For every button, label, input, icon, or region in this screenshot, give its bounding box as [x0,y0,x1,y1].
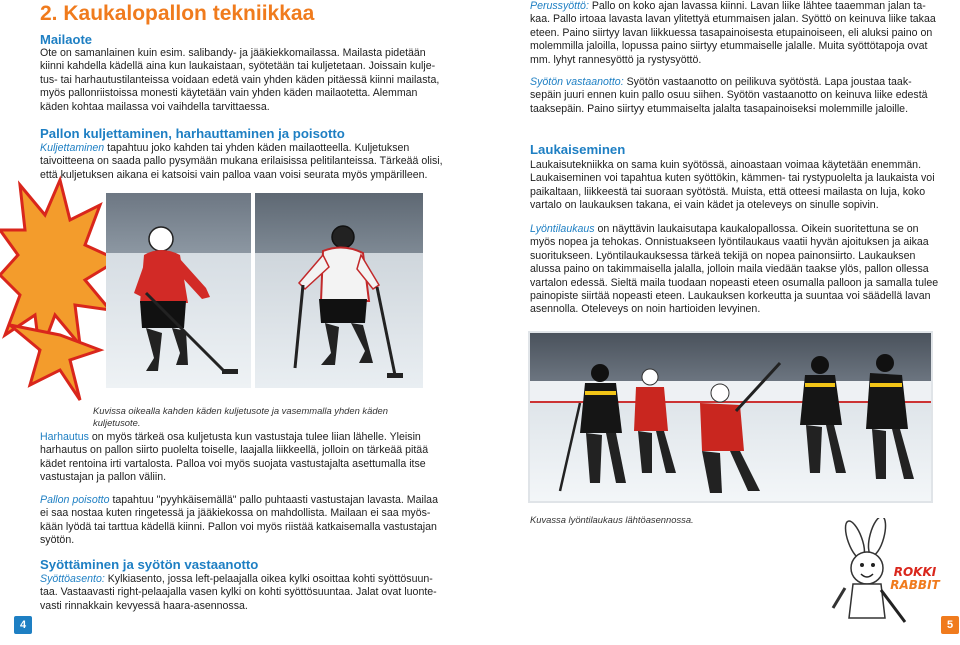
text-line: taivoitteena on saada pallo pysymään mukana erilaisissa pelitilanteissa. Tärkeää olisi, [40,155,443,168]
mascot-logo-text [885,566,945,592]
text-rest: Pallo on koko ajan lavassa kiinni. Lavan liike lähtee taaemman jalan ta- [588,0,926,12]
text-line [40,573,460,586]
burst-graphic [0,175,120,405]
text-line: kiinni kahdella kädellä aina kun laukaistaan, syötetään tai kuljetetaan. Joissain kulje- [40,60,436,73]
text-line: harhautus on pallon siirto puolelta toiselle, laajalla liikkeellä, jolloin on tärkeää pitää [40,444,429,457]
text-line [40,142,460,155]
text-line: Laukaisutekniikka on sama kuin syötössä, ainoastaan voimaa käytetään enemmän. [530,159,922,171]
text-line: vasti rinnakkain kevyessä haara-asennossa. [40,599,248,612]
text-line: sepäin juuri ennen kuin pallo osuu siihen. Syötön vastaanotto on keinuva liike edestä [530,89,928,102]
term-poisotto: Pallon poisotto [40,494,110,506]
text-line: vartalo on laukauksen takana, ei vain kädet ja oteleveys on sinulle sopivin. [530,199,879,212]
text-line: vastustajan ja pallon väliin. [40,471,167,484]
text-line: taaksepäin. Paino siirtyy etummaiselta jalalta tasapainoiseksi molemmille jaloille. [530,102,909,115]
page-title: 2. Kaukalopallon tekniikkaa [40,2,315,25]
text-line [40,431,460,444]
syottaminen-heading: Syöttäminen ja syötön vastaanotto [40,557,259,572]
page-number-left: 4 [14,616,32,634]
term-syottoasento: Syöttöasento: [40,573,105,585]
text-rest: Kylkiasento, jossa left-pelaajalla oikea kylki osoittaa kohti syöttösuun- [104,573,433,585]
text-rest: on näyttävin laukaisutapa kaukalopallossa. Oikein suoritettuna se on [594,223,919,235]
perussyotto-paragraph [530,0,950,67]
text-line: mm. lyhyt rannesyöttö ja rystysyöttö. [530,53,702,66]
text-line: kaa. Pallo irtoaa lavasta lavan ylitettyä etummaisen jalan. Syöttö on keinuva liike takaa [530,13,936,26]
term-lyontilaukaus: Lyöntilaukaus [530,223,595,235]
text-line: myös pallonriistoissa monesti käytetään vain yhden käden mailaotetta. Alemman [40,87,418,100]
text-line [530,0,950,13]
right-page [480,0,960,645]
text-line: suoritukseen. Lyöntilaukauksessa tärkeä tekijä on nopea painonsiirto. Laukauksen [530,249,916,262]
photo-caption-left [93,405,423,428]
mascot-word-1: ROKKI [893,565,937,579]
term-harhautus: Harhautus [40,431,89,443]
text-line: eteen. Paino siirtyy lavan liikkuessa tasapainoisesta etupainoiseen, eli aluksi paino on [530,26,933,39]
text-line: ei saa nostaa kuten ringetessä ja jääkiekossa on mahdollista. Mailaan ei saa myös- [40,507,431,520]
text-line: molemmilla jaloilla, lopussa paino siirtyy etummaiselle jalalle. Muita syöttötapoja ovat [530,40,928,53]
caption-line: kuljetusote. [93,416,141,428]
text-rest: tapahtuu joko kahden tai yhden käden mailaotteella. Kuljetuksen [104,142,410,154]
text-line [530,76,950,89]
text-line: Ote on samanlainen kuin esim. salibandy- ja jääkiekkomailassa. Mailasta pidetään [40,47,426,59]
text-line: paikaltaan, liikkeestä tai suoraan syötöstä. Muista, että otteesi mailasta on luja, koko [530,185,926,198]
lyontilaukaus-paragraph [530,223,950,317]
kuljettaminen-heading: Pallon kuljettaminen, harhauttaminen ja poisotto [40,126,345,141]
text-line: vartalon edessä. Sieltä maila tuodaan nopeasti eteen osumalla palloon ja samalla tulee [530,276,939,289]
text-line: taa. Vastaavasti right-pelaajalla vasen kylki on kohti syöttösuuntaa. Jalat ovat luonte- [40,586,437,599]
player-white [255,193,423,388]
players-group [530,333,933,503]
text-line: tus- tai harhautustilanteissa voidaan edetä vain yhden käden pitäessä kiinni mailasta, [40,73,440,86]
text-line: Laukaiseminen voi tapahtua kuten syöttökin, kämmen- tai rystypuolelta ja laukaista voi [530,172,935,185]
laukaiseminen-paragraph [530,159,950,213]
laukaiseminen-heading: Laukaiseminen [530,142,626,157]
caption-line: Kuvissa oikealla kahden käden kuljetusote ja vasemmalla yhden käden [93,405,388,416]
text-rest: on myös tärkeä osa kuljetusta kun vastustaja tulee liian lähelle. Yleisin [88,431,421,443]
text-line: asennolla. Oteleveys on noin hartioiden levyinen. [530,303,761,316]
text-line [40,494,460,507]
mailaote-heading: Mailaote [40,32,93,47]
player-red [106,193,251,388]
text-line: kään lyödä tai tarttua kädellä kiinni. Pallon voi myös riistää katkaisemalla vastustajan [40,520,437,533]
poisotto-paragraph [40,494,460,548]
title-accent-bar [0,0,32,26]
text-rest: Syötön vastaanotto on peilikuva syötöstä. Lapa joustaa taak- [623,76,912,88]
text-line: kädet rentoina irti vartalosta. Palloa voi myös suojata vastustajalta asettumalla itse [40,457,426,470]
term-perussyotto: Perussyöttö: [530,0,589,12]
text-line: alussa paino on takimmaisella jalalla, jolloin maila viedään taakse ylös, pallon ollessa [530,263,929,276]
text-line: painopiste siirtää nopeasti eteen. Laukauksen korkeutta ja suuntaa voi säädellä lavan [530,290,931,303]
text-line: myös nopea ja tehokas. Onnistuakseen lyöntilaukaus vaatii hyvän ajoituksen ja aikaa [530,236,929,249]
term-kuljettaminen: Kuljettaminen [40,142,105,154]
photo-caption-right: Kuvassa lyöntilaukaus lähtöasennossa. [530,514,694,525]
text-line: että kuljetuksen aikana ei katsoisi vain palloa vaan voisi seurata myös ympärilleen. [40,168,428,181]
mailaote-paragraph [40,47,460,114]
text-rest: tapahtuu "pyyhkäisemällä" pallo puhtaasti vastustajan lavasta. Mailaa [109,494,438,506]
vastaanotto-paragraph [530,76,950,116]
text-line [530,223,950,236]
syottaminen-paragraph [40,573,460,613]
page-number-right: 5 [941,616,959,634]
term-vastaanotto: Syötön vastaanotto: [530,76,624,88]
photo-one-hand-grip [106,193,251,388]
text-line: syötön. [40,534,75,547]
text-line: käden kohtaa mailassa voi vaihdella tarvittaessa. [40,100,270,113]
photo-two-hand-grip [255,193,423,388]
mascot-word-2: RABBIT [890,578,940,592]
photo-slap-shot [528,331,933,503]
harhautus-paragraph [40,431,460,485]
